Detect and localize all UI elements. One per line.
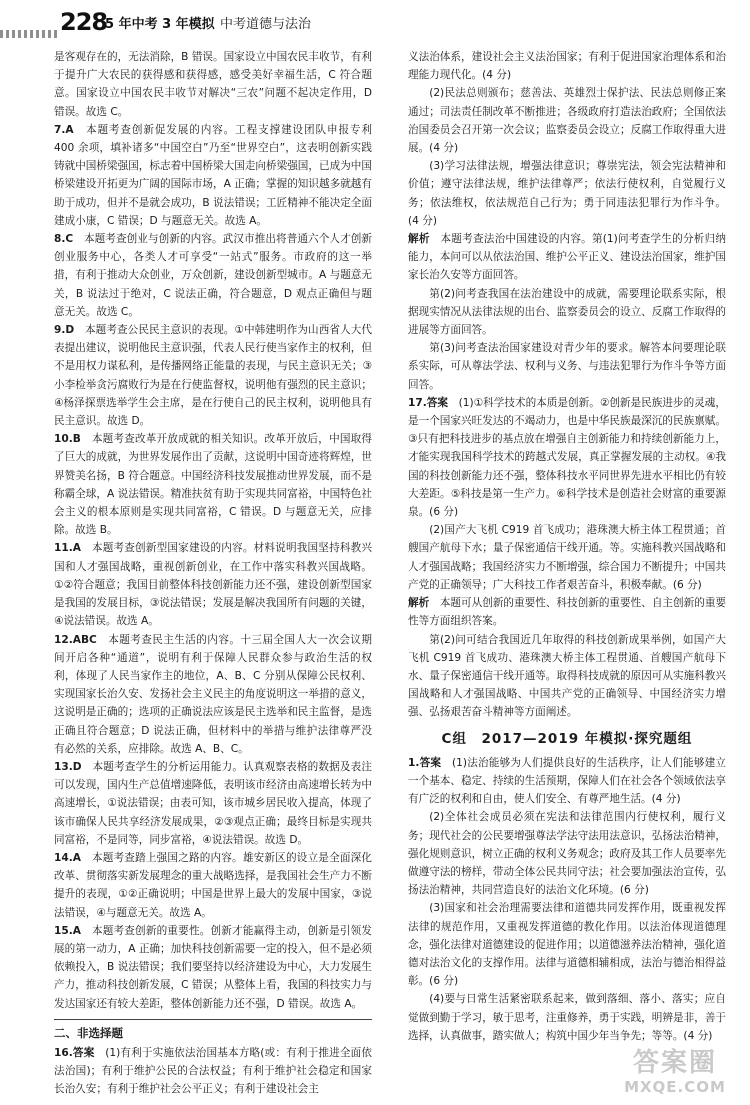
answer-text: (1)有利于实施依法治国基本方略(或：有利于推进全面依法治国)；有利于维护公民的合法权益；有利于维护社会稳定和国家长治久安；有利于维护社会公平正义；有利于建设社会主 <box>54 1046 372 1096</box>
question-number: 17.答案 <box>408 396 448 409</box>
answer-paragraph <box>54 631 372 758</box>
answer-paragraph <box>408 899 726 990</box>
answer-text: 本题可从创新的重要性、科技创新的重要性、自主创新的重要性等方面组织答案。 <box>408 597 727 628</box>
answer-paragraph <box>408 990 726 1045</box>
answer-paragraph <box>54 1044 372 1099</box>
question-number: 12.ABC <box>54 633 97 646</box>
question-number: 10.B <box>54 433 81 446</box>
answer-text: (3)学习法律法规，增强法律意识；尊崇宪法，领会宪法精神和价值；遵守法律法规，维护法律尊严；依法行使权利，自觉履行义务；依法维权，依法规范自己行为；勇于同违法犯罪行为作斗争。(4 分) <box>408 160 726 227</box>
answer-paragraph <box>408 339 726 394</box>
section-heading: 二、非选择题 <box>54 1019 372 1042</box>
watermark-bottom: MXQE.COM <box>624 1078 726 1096</box>
answer-text: 第(2)问考查我国在法治建设中的成就，需要理论联系实际，根据现实情况从法律法规的出台、监察委员会的设立、反腐工作取得的进展等方面回答。 <box>408 287 726 337</box>
right-answer-list <box>408 48 726 722</box>
answer-text: 第(3)问考查法治国家建设对青少年的要求。解答本问要理论联系实际，可从尊法学法、权利与义务、与违法犯罪行为作斗争等方面回答。 <box>408 342 726 391</box>
answer-text: 本题考查创新的重要性。创新才能赢得主动，创新是引领发展的第一动力，A 正确；加快科技创新需要一定的投入，但不是必须依赖投入，B 说法错误；我们要坚持以经济建设为中心，大力发展生产力，推动科技创新发展，C 错误；从整体上看，我国的科技实力与发达国家还有较大差距，整体创新能力还不强，D 错误。故选 A。 <box>54 924 373 1010</box>
corner-decoration <box>0 30 60 38</box>
answer-paragraph <box>408 808 726 899</box>
answer-paragraph <box>408 631 726 722</box>
question-number: 9.D <box>54 324 75 337</box>
answer-text: (1)法治能够为人们提供良好的生活秩序，让人们能够建立一个基本、稳定、持续的生活预期，保障人们在社会各个领域依法享有广泛的权利和自由，使人们安全、有尊严地生活。(4 分) <box>408 756 726 806</box>
answer-text: (3)国家和社会治理需要法律和道德共同发挥作用，既重视发挥法律的规范作用，又重视发挥道德的教化作用。以法治体现道德理念，强化法律对道德建设的促进作用；以道德滋养法治精神，强化道德对法治文化的支撑作用。法律与道德相辅相成，法治与德治相得益彰。(6 分) <box>408 902 726 988</box>
answer-paragraph <box>408 394 726 521</box>
page-header <box>0 0 750 48</box>
answer-paragraph <box>54 922 372 1013</box>
answer-text: 本题考查法治中国建设的内容。第(1)问考查学生的分析归纳能力，本问可以从依法治国、维护公平正义、建设法治国家，维护国家长治久安等方面回答。 <box>408 233 727 282</box>
right-column <box>408 48 726 1045</box>
question-number: 14.A <box>54 851 81 864</box>
answer-paragraph <box>408 157 726 230</box>
answer-text: 义法治体系，建设社会主义法治国家；有利于促进国家治理体系和治理能力现代化。(4 分) <box>408 51 726 82</box>
question-number: 8.C <box>54 233 74 246</box>
group-c-answer-list <box>408 754 726 1045</box>
question-number: 11.A <box>54 542 81 555</box>
answer-paragraph <box>408 285 726 340</box>
answer-paragraph <box>54 230 372 321</box>
left-answer-list <box>54 48 372 1013</box>
answer-text: 本题考查学生的分析运用能力。认真观察表格的数据及表注可以发现，国内生产总值增速降低，表明该市经济由高速增长转为中高速增长，①说法错误；由表可知，该市城乡居民收入提高，体现了该市确保人民共享经济发展成果，②③观点正确；最终目标是实现共同富裕，不是同等，同步富裕，④说法错误。故选 D。 <box>54 760 372 846</box>
question-number: 1.答案 <box>408 756 442 769</box>
answer-text: 本题考查公民民主意识的表现。①中韩建明作为山西省人大代表提出建议，说明他民主意识强，代表人民行使当家作主的权利，但不是用权力谋私利，是传播网络正能量的表现，与民主意识无关；③小李检举贪污腐败行为是在行使监督权，说明他有强烈的民主意识；④杨泽探票选举学生会主席，是在行使自己的民主权利，说明他具有民主意识。故选 D。 <box>54 324 373 428</box>
question-number: 13.D <box>54 760 82 773</box>
question-number: 解析 <box>408 597 430 610</box>
answer-paragraph <box>54 121 372 230</box>
answer-paragraph <box>54 849 372 922</box>
watermark-top: 答案圈 <box>632 1048 717 1078</box>
answer-paragraph <box>408 84 726 157</box>
answer-paragraph <box>54 539 372 630</box>
answer-paragraph <box>408 521 726 594</box>
answer-paragraph <box>408 754 726 809</box>
page-number: 228 <box>60 8 108 36</box>
answer-text: (4)要与日常生活紧密联系起来，做到落细、落小、落实；应自觉做到勤于学习，敏于思考，注重修养，勇于实践，明辨是非，善于选择，认真做事，踏实做人；构筑中国少年当争先；等等。(4 分) <box>408 993 726 1042</box>
question-number: 15.A <box>54 924 81 937</box>
answer-paragraph <box>408 48 726 84</box>
answer-paragraph <box>54 758 372 849</box>
question-number: 解析 <box>408 233 430 246</box>
answer-text: 本题考查踏上强国之路的内容。雄安新区的设立是全面深化改革、贯彻落实新发展理念的重大战略选择，是我国社会生产力不断提升的表现，①②正确说明；中国是世界上最大的发展中国家，③说法错误，④与题意无关。故选 A。 <box>54 851 373 919</box>
answer-paragraph <box>54 321 372 430</box>
answer-text: (2)全体社会成员必须在宪法和法律范围内行使权利，履行义务；现代社会的公民要增强尊法学法守法用法意识，弘扬法治精神，强化规则意识，树立正确的权利义务观念；政府及其工作人员要率先做遵守法的榜样，带动全体公民共同守法；社会要加强法治宣传，弘扬法治精神，共同营造良好的法治文化环境。(6 分) <box>408 811 726 897</box>
group-heading: C组 2017—2019 年模拟·探究题组 <box>441 730 693 747</box>
answer-text: 本题考查民主生活的内容。十三届全国人大一次会议期间开启各种“通道”，说明有利于保障人民群众参与政治生活的权利，体现了人民当家作主的地位，A、B、C 分别从保障公民权利、实现国家长治久安、发扬社会主义民主的角度说明这一举措的意义，这说明是正确的；选项的正确说法应该是民主选举和民主监督，是选正确且符合题意；D 说法正确，但材料中的举措与维护法律尊严没有必然的关系，应排除。故选 A、B、C。 <box>54 633 372 755</box>
answer-text: 本题考查改革开放成就的相关知识。改革开放后，中国取得了巨大的成就，为世界发展作出了贡献，这说明中国奇迹将辉煌，世界赞美名扬，B 符合题意。中国经济科技发展推动世界发展，而不是称霸全球，A 说法错误。精准扶贫有助于实现共同富裕，中国特色社会主义的根本原则是实现共同富裕，C 错误。D 与题意无关，应排除。故选 B。 <box>54 433 373 537</box>
answer-text: (2)民法总则颁布；慈善法、英雄烈士保护法、民法总则修正案通过；司法责任制改革不断推进；各级政府打造法治政府；全国依法治国委员会召开第一次会议；监察委员会设立；反腐工作取得重大进展。(4 分) <box>408 87 726 155</box>
book-title: 5 年中考 3 年模拟 <box>105 17 215 32</box>
answer-text: 本题考查创新促发展的内容。工程支撑建设团队申报专利 400 余项，填补诸多“中国空白”乃至“世界空白”，这表明创新实践铸就中国桥梁强国，标志着中国桥梁大国走向桥梁强国，已成为中国桥梁建设开拓更为广阔的国际市场，A 正确；掌握的知识越多就越有助于成功，但并不是就会成功，B 说法错误；工匠精神不能决定全面建成小康，C 错误；D 与题意无关。故选 A。 <box>54 123 372 227</box>
answer-text: 本题考查创新型国家建设的内容。材料说明我国坚持科教兴国和人才强国战略，重视创新创业，在工作中落实科教兴国战略。①②符合题意；我国目前整体科技创新能力还不强，建设创新型国家是我国的发展目标，③说法错误；发展是解决我国所有问题的关键，④说法错误。故选 A。 <box>54 542 373 628</box>
answer-text: (1)①科学技术的本质是创新。②创新是民族进步的灵魂，是一个国家兴旺发达的不竭动力，也是中华民族最深沉的民族禀赋。③只有把科技进步的基点放在增强自主创新能力和持续创新能力上，才能实现我国科学技术的跨越式发展，真正掌握发展的主动权。④我国的科技创新能力还不强，整体科技水平同世界先进水平相比仍有较大差距。⑤科技是第一生产力。⑥科学技术是创造社会财富的重要源泉。(6 分) <box>408 396 726 519</box>
question-number: 16.答案 <box>54 1046 95 1059</box>
answer-paragraph <box>408 594 726 630</box>
answer-text: 第(2)问可结合我国近几年取得的科技创新成果举例，如国产大飞机 C919 首飞成功、港珠澳大桥主体工程贯通、首艘国产航母下水、量子保密通信干线开通等。取得科技成就的原因可从实施科教兴国战略和人才强国战略、中国共产党的正确领导、中国经济实力增强、弘扬艰苦奋斗精神等方面阐述。 <box>408 633 726 719</box>
answer-text: (2)国产大飞机 C919 首飞成功；港珠澳大桥主体工程贯通；首艘国产航母下水；量子保密通信干线开通。等。实施科教兴国战略和人才强国战略；我国经济实力不断增强，综合国力不断提升；中国共产党的正确领导；广大科技工作者艰苦奋斗，积极奉献。(6 分) <box>408 524 726 591</box>
left-column <box>54 48 372 1099</box>
question-number: 7.A <box>54 123 74 136</box>
answer-paragraph <box>408 230 726 285</box>
answer-paragraph <box>54 48 372 121</box>
answer-text: 是客观存在的，无法消除，B 错误。国家设立中国农民丰收节，有利于提升广大农民的获得感和获得感，感受美好幸福生活，C 符合题意。国家设立中国农民丰收节对解决“三农”问题不起决定作用，D 错误。故选 C。 <box>54 51 372 118</box>
answer-text: 本题考查创业与创新的内容。武汉市推出将普通六个人才创新创业服务中心，各类人才可享受“一站式”服务。市政府的这一举措，有利于推动大众创业，万众创新，建设创新型城市。A 与题意无关，B 说法过于绝对，C 说法正确，符合题意，D 观点正确但与题意无关。故选 C。 <box>54 233 373 318</box>
book-subject: 中考道德与法治 <box>220 17 312 32</box>
watermark-logo <box>604 1048 746 1100</box>
answer-paragraph <box>54 430 372 539</box>
